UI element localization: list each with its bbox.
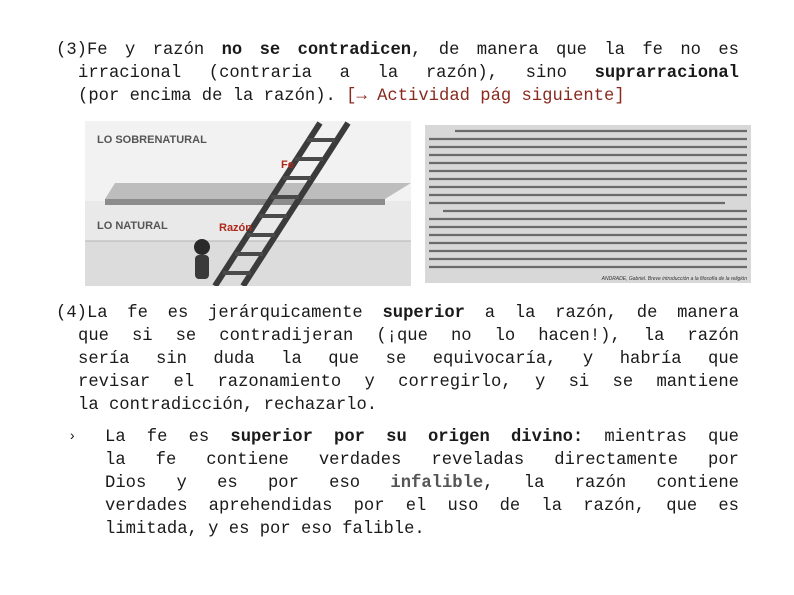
bullet-line-4: verdades aprehendidas por el uso de la razón, que es [105, 497, 739, 516]
bullet-text-3a: Dios y es por eso [105, 474, 391, 493]
bullet-text-1c: mientras que [583, 428, 739, 447]
bullet-bold-origin: superior por su origen divino: [230, 428, 584, 447]
p3-text-1a: Fe y razón [86, 41, 222, 60]
paragraph-3 [56, 39, 739, 108]
bullet-line-3 [105, 472, 739, 495]
book-excerpt-image [425, 125, 751, 283]
p3-line-2 [56, 62, 739, 85]
p4-text-1a: La fe es jerárquicamente [86, 304, 383, 323]
p4-line-2: que si se contradijeran (¡que no lo hacen!), la razón [78, 327, 739, 346]
bullet-line-1 [105, 426, 739, 449]
p4-number: (4) [56, 304, 87, 323]
p3-line-1 [56, 39, 739, 62]
p3-line-3 [56, 85, 739, 108]
p4-line-5: la contradicción, rechazarlo. [78, 396, 378, 415]
bullet-paragraph [105, 426, 739, 541]
p3-number: (3) [56, 41, 87, 60]
bullet-text-1a: La fe es [105, 428, 231, 447]
bullet-arrow-icon: › [68, 429, 77, 445]
book-credit: ANDRADE, Gabriel. Breve introducción a la filosofía de la religión [601, 276, 747, 282]
bullet-text-3c: , la razón contiene [483, 474, 739, 493]
activity-link[interactable]: [→ Actividad pág siguiente] [346, 87, 625, 106]
paragraph-4 [56, 302, 739, 417]
p4-line-1 [56, 302, 739, 325]
p4-text-1c: a la razón, de manera [465, 304, 739, 323]
label-sobrenatural: LO SOBRENATURAL [97, 134, 207, 146]
faith-reason-ladder-illustration [85, 121, 411, 286]
bullet-line-5: limitada, y es por eso falible. [105, 520, 425, 539]
p4-line-4: revisar el razonamiento y corregirlo, y si se mantiene [78, 373, 739, 392]
bullet-line-2: la fe contiene verdades reveladas directamente por [105, 451, 739, 470]
p3-bold-contradicen: no se contradicen [221, 41, 412, 60]
label-razon: Razón [219, 222, 252, 234]
p3-text-3a: (por encima de la razón). [78, 87, 347, 106]
label-fe: Fe [281, 159, 294, 171]
bullet-infalible: infalible [390, 474, 484, 493]
p4-bold-superior: superior [382, 304, 465, 323]
p3-text-1c: , de manera que la fe no es [411, 41, 739, 60]
label-natural: LO NATURAL [97, 220, 168, 232]
p4-line-3: sería sin duda la que se equivocaría, y habría que [78, 350, 739, 369]
p3-bold-suprarracional: suprarracional [594, 64, 739, 83]
p3-text-2a: irracional (contraria a la razón), sino [78, 64, 595, 83]
